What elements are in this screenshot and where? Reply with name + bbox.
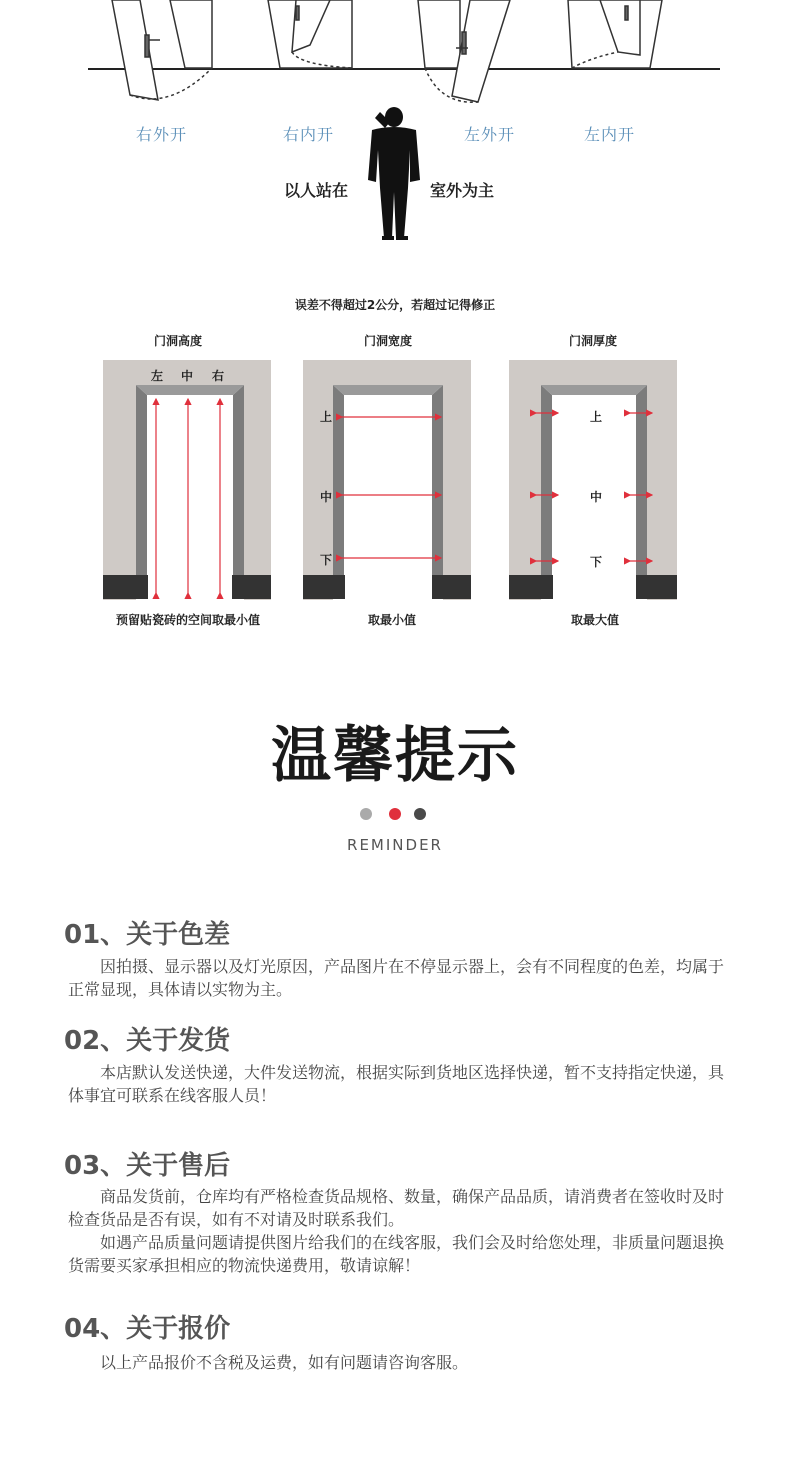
person-silhouette: [368, 107, 420, 240]
panel-title-thickness: 门洞厚度: [568, 334, 617, 348]
mark-label: 下: [320, 553, 333, 567]
section-title-color: 01、关于色差: [64, 920, 231, 950]
diagram-height: [103, 360, 271, 600]
measurement-diagrams: [0, 355, 790, 605]
rule-text-right: 室外为主: [430, 181, 495, 200]
section-paragraph: 因拍摄、显示器以及灯光原因，产品图片在不停显示器上，会有不同程度的色差，均属于正常显现，具体请以实物为主。: [68, 957, 725, 999]
mark-label: 上: [590, 410, 603, 424]
panel-title-height: 门洞高度: [153, 334, 202, 348]
door-type-label: 右外开: [136, 125, 188, 144]
door-left-outward: [418, 0, 510, 102]
section-body-aftersales: [68, 1185, 728, 1277]
door-swing-illustration: [0, 0, 790, 250]
mark-label: 上: [320, 410, 333, 424]
section-body-shipping: [68, 1061, 728, 1107]
door-type-label: 右内开: [283, 125, 335, 144]
door-left-inward: [568, 0, 662, 68]
mark-label: 中: [320, 490, 333, 504]
decor-dot-dark: [414, 808, 426, 820]
door-type-label: 左内开: [584, 125, 636, 144]
section-paragraph: 商品发货前，仓库均有严格检查货品规格、数量，确保产品品质，请消费者在签收时及时检查货品是否有误，如有不对请及时联系我们。: [68, 1187, 725, 1229]
panel-title-width: 门洞宽度: [363, 334, 412, 348]
mark-label: 右: [212, 369, 225, 383]
panel-caption-height: 预留贴瓷砖的空间取最小值: [115, 613, 260, 627]
door-right-inward: [268, 0, 352, 68]
door-type-label: 左外开: [464, 125, 516, 144]
rule-text-left: 以人站在: [284, 181, 349, 200]
section-paragraph: 如遇产品质量问题请提供图片给我们的在线客服，我们会及时给您处理，非质量问题退换货需要买家承担相应的物流快递费用，敬请谅解！: [68, 1233, 725, 1275]
decor-dot-red: [389, 808, 401, 820]
door-right-outward: [112, 0, 212, 100]
reminder-subtitle: REMINDER: [347, 836, 443, 854]
panel-caption-width: 取最小值: [367, 613, 416, 627]
section-body-pricing: [68, 1351, 728, 1374]
tolerance-note: 误差不得超过2公分，若超过记得修正: [294, 298, 496, 312]
mark-label: 中: [590, 490, 603, 504]
decor-dot-gray: [360, 808, 372, 820]
section-paragraph: 以上产品报价不含税及运费，如有问题请咨询客服。: [100, 1353, 469, 1372]
mark-label: 中: [181, 369, 194, 383]
section-title-shipping: 02、关于发货: [64, 1026, 231, 1056]
section-title-aftersales: 03、关于售后: [64, 1151, 231, 1181]
panel-caption-thickness: 取最大值: [570, 613, 619, 627]
section-body-color: [68, 955, 728, 1001]
section-paragraph: 本店默认发送快递，大件发送物流，根据实际到货地区选择快递，暂不支持指定快递，具体事宜可联系在线客服人员！: [68, 1063, 725, 1105]
reminder-title: 温馨提示: [271, 721, 519, 791]
mark-label: 下: [590, 555, 603, 569]
mark-label: 左: [151, 369, 164, 383]
section-title-pricing: 04、关于报价: [64, 1314, 231, 1344]
